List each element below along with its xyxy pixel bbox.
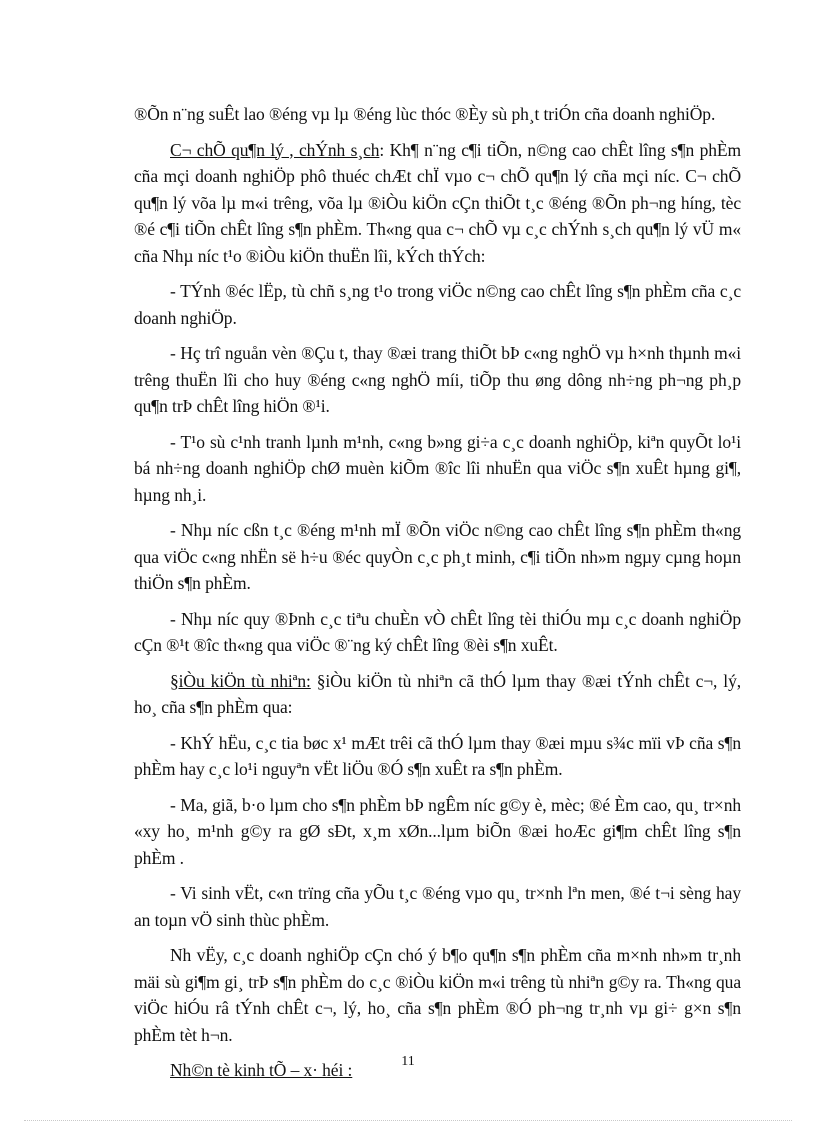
paragraph-11: [134, 880, 741, 933]
paragraph-5: [134, 429, 741, 509]
paragraph-12: [134, 942, 741, 1048]
paragraph-1-text: ®Õn n¨ng suÊt lao ®éng vµ lµ ®éng lùc thóc ®Èy sù ph¸t triÓn cña doanh nghiÖp.: [134, 104, 716, 124]
section-heading-socioeconomic: Nh©n tè kinh tÕ – x· héi :: [170, 1060, 353, 1080]
page-bottom-divider: [24, 1120, 792, 1121]
paragraph-8: [134, 668, 741, 721]
paragraph-6: [134, 517, 741, 597]
paragraph-11-text: - Vi sinh vËt, c«n trïng cña yÕu t¸c ®éng vµo qu¸ tr×nh lªn men, ®é t¬i sèng hay an toµn vÖ sinh thùc phÈm.: [134, 883, 741, 930]
paragraph-2: [134, 137, 741, 270]
paragraph-10: [134, 792, 741, 872]
paragraph-4: [134, 340, 741, 420]
paragraph-2-text: : Kh¶ n¨ng c¶i tiÕn, n©ng cao chÊt lîng s¶n phÈm cña mçi doanh nghiÖp phô thuéc chÆt chÏ vµo c¬ chÕ qu¶n lý cña mçi níc. C¬ chÕ qu¶n lý võa lµ m«i trêng, võa lµ ®iÒu kiÖn cÇn thiÕt t¸c ®éng ®Õn ph¬ng híng, tèc ®é c¶i tiÕn chÊt lîng s¶n phÈm. Th«ng qua c¬ chÕ vµ c¸c chÝnh s¸ch qu¶n lý vÜ m« cña Nhµ níc t¹o ®iÒu kiÖn thuËn lîi, kÝch thÝch:: [134, 139, 741, 266]
paragraph-7: [134, 606, 741, 659]
paragraph-7-text: - Nhµ níc quy ®Þnh c¸c tiªu chuÈn vÒ chÊt lîng tèi thiÓu mµ c¸c doanh nghiÖp cÇn ®¹t ®îc th«ng qua viÖc ®¨ng ký chÊt lîng ®èi s¶n xuÊt.: [134, 608, 741, 655]
section-heading-management: C¬ chÕ qu¶n lý , chÝnh s¸ch: [170, 139, 380, 160]
paragraph-12-text: Nh vËy, c¸c doanh nghiÖp cÇn chó ý b¶o qu¶n s¶n phÈm cña m×nh nh»m tr¸nh mäi sù gi¶m gi¸ trÞ s¶n phÈm do c¸c ®iÒu kiÖn m«i trêng tù nhiªn g©y ra. Th«ng qua viÖc hiÓu râ tÝnh chÊt c¬, lý, ho¸ cña s¶n phÈm ®Ó ph¬ng tr¸nh vµ gi÷ g×n s¶n phÈm tèt h¬n.: [134, 945, 741, 1045]
paragraph-10-text: - Ma, giã, b·o lµm cho s¶n phÈm bÞ ngÊm níc g©y è, mèc; ®é Èm cao, qu¸ tr×nh «xy ho¸ m¹nh g©y ra gØ sÐt, x¸m xØn...lµm biÕn ®æi hoÆc gi¶m chÊt lîng s¶n phÈm .: [134, 794, 741, 868]
document-body: [134, 101, 741, 1093]
paragraph-9: [134, 730, 741, 783]
paragraph-3: [134, 278, 741, 331]
paragraph-1: [134, 101, 741, 128]
paragraph-9-text: - KhÝ hËu, c¸c tia bøc x¹ mÆt trêi cã thÓ lµm thay ®æi mµu s¾c mïi vÞ cña s¶n phÈm hay c¸c lo¹i nguyªn vËt liÖu ®Ó s¶n xuÊt ra s¶n phÈm.: [134, 732, 741, 779]
paragraph-3-text: - TÝnh ®éc lËp, tù chñ s¸ng t¹o trong viÖc n©ng cao chÊt lîng s¶n phÈm cña c¸c doanh nghiÖp.: [134, 281, 741, 328]
page-number: 11: [401, 1054, 415, 1069]
paragraph-8-text: §iÒu kiÖn tù nhiªn cã thÓ lµm thay ®æi tÝnh chÊt c¬, lý, ho¸ cña s¶n phÈm qua:: [134, 670, 741, 717]
paragraph-6-text: - Nhµ níc cßn t¸c ®éng m¹nh mÏ ®Õn viÖc n©ng cao chÊt lîng s¶n phÈm th«ng qua viÖc c«ng nhËn së h÷u ®éc quyÒn c¸c ph¸t minh, c¶i tiÕn nh»m ngµy cµng hoµn thiÖn s¶n phÈm.: [134, 520, 741, 593]
section-heading-nature: §iÒu kiÖn tù nhiªn:: [170, 670, 311, 691]
paragraph-4-text: - Hç trî nguån vèn ®Çu t, thay ®æi trang thiÕt bÞ c«ng nghÖ vµ h×nh thµnh m«i trêng thuËn lîi cho huy ®éng c«ng nghÖ míi, tiÕp thu øng dông nh÷ng ph¬ng ph¸p qu¶n trÞ chÊt lîng hiÖn ®¹i.: [134, 343, 741, 416]
paragraph-5-text: - T¹o sù c¹nh tranh lµnh m¹nh, c«ng b»ng gi÷a c¸c doanh nghiÖp, kiªn quyÕt lo¹i bá nh÷ng doanh nghiÖp chØ muèn kiÕm ®îc lîi nhuËn qua viÖc s¶n xuÊt hµng gi¶, hµng nh¸i.: [134, 431, 741, 505]
